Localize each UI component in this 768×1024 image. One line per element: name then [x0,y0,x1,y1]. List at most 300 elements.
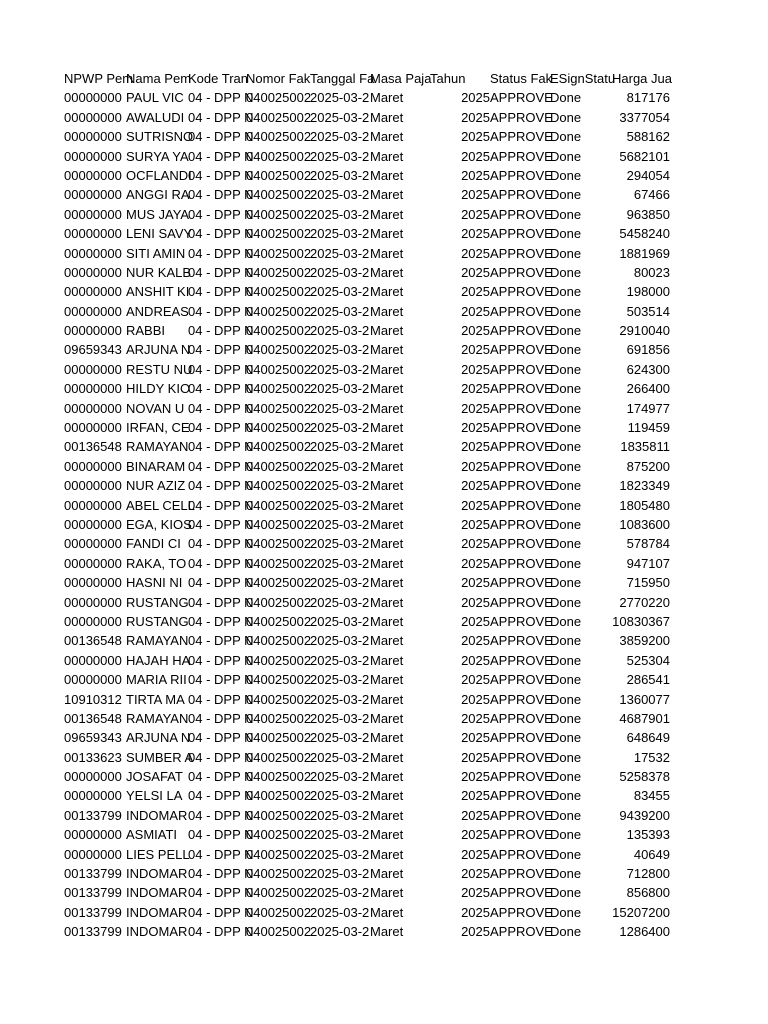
nama-cell: ASMIATI [126,827,178,843]
nomor-faktur-cell: 040025002 [246,904,312,920]
nama-cell: ARJUNA N [126,730,191,746]
kode-transaksi-cell: 04 - DPP N [188,924,254,940]
tahun-cell [430,360,490,379]
masa-pajak-cell: Maret [370,594,404,610]
status-faktur-cell: APPROVE [490,478,553,494]
tahun-cell [430,922,490,941]
status-faktur-cell: APPROVE [490,206,553,222]
esign-status-cell: Done [550,323,582,339]
nomor-faktur-cell: 040025002 [246,749,312,765]
nama-cell: RESTU NU [126,361,193,377]
harga-jual-cell: 174977 [626,400,670,416]
tanggal-faktur-cell: 2025-03-2 [310,730,370,746]
masa-pajak-cell: Maret [370,206,404,222]
tahun-cell [430,224,490,243]
nomor-faktur-cell: 040025002 [246,594,312,610]
harga-jual-cell: 1823349 [619,478,670,494]
esign-status-cell: Done [550,420,582,436]
kode-transaksi-cell: 04 - DPP N [188,730,254,746]
status-faktur-cell: APPROVE [490,924,553,940]
status-faktur-cell: APPROVE [490,226,553,242]
status-faktur-cell: APPROVE [490,361,553,377]
harga-jual-cell: 1835811 [620,439,670,455]
esign-status-cell: Done [550,536,582,552]
tanggal-faktur-cell: 2025-03-2 [310,458,370,474]
tahun-cell [430,864,490,883]
nomor-faktur-cell: 040025002 [246,555,312,571]
tahun-value: 2025 [461,323,490,339]
tanggal-faktur-cell: 2025-03-2 [310,672,370,688]
kode-transaksi-cell: 04 - DPP N [188,827,254,843]
kode-transaksi-cell: 04 - DPP N [188,381,254,397]
npwp-cell: 00000000 [64,284,122,300]
masa-pajak-cell: Maret [370,691,404,707]
tahun-value: 2025 [461,594,490,610]
nama-cell: PAUL VIC [126,90,184,106]
nomor-faktur-cell: 040025002 [246,807,312,823]
nomor-faktur-cell: 040025002 [246,633,312,649]
nama-cell: ARJUNA N [126,342,191,358]
header-cell-masa-pajak: Masa Paja [370,71,432,86]
kode-transaksi-cell: 04 - DPP N [188,400,254,416]
nomor-faktur-cell: 040025002 [246,866,312,882]
esign-status-cell: Done [550,361,582,377]
harga-jual-cell: 266400 [626,381,670,397]
harga-jual-cell: 588162 [626,129,670,145]
kode-transaksi-cell: 04 - DPP N [188,904,254,920]
status-faktur-cell: APPROVE [490,807,553,823]
masa-pajak-cell: Maret [370,109,404,125]
nomor-faktur-cell: 040025002 [246,846,312,862]
masa-pajak-cell: Maret [370,458,404,474]
harga-jual-cell: 83455 [633,788,670,804]
status-faktur-cell: APPROVE [490,710,553,726]
nama-cell: RAMAYAN [126,439,189,455]
status-faktur-cell: APPROVE [490,652,553,668]
nomor-faktur-cell: 040025002 [246,109,312,125]
tahun-value: 2025 [461,284,490,300]
masa-pajak-cell: Maret [370,245,404,261]
masa-pajak-cell: Maret [370,497,404,513]
npwp-cell: 00000000 [64,90,122,106]
tahun-value: 2025 [461,187,490,203]
nama-cell: SURYA YA [126,148,189,164]
esign-status-cell: Done [550,749,582,765]
tahun-cell [430,651,490,670]
tanggal-faktur-cell: 2025-03-2 [310,400,370,416]
tahun-value: 2025 [461,303,490,319]
tanggal-faktur-cell: 2025-03-2 [310,846,370,862]
esign-status-cell: Done [550,652,582,668]
nama-cell: NUR KALB [126,264,192,280]
nama-cell: RAKA, TO [126,555,187,571]
tahun-value: 2025 [461,904,490,920]
masa-pajak-cell: Maret [370,710,404,726]
esign-status-cell: Done [550,672,582,688]
esign-status-cell: Done [550,381,582,397]
nama-cell: MUS JAYA [126,206,190,222]
kode-transaksi-cell: 04 - DPP N [188,807,254,823]
harga-jual-cell: 1805480 [619,497,670,513]
nomor-faktur-cell: 040025002 [246,129,312,145]
tahun-value: 2025 [461,846,490,862]
nama-cell: YELSI LA [126,788,183,804]
tahun-value: 2025 [461,749,490,765]
header-cell-npwp: NPWP Pem [64,71,134,86]
tahun-cell [430,263,490,282]
npwp-cell: 00000000 [64,497,122,513]
esign-status-cell: Done [550,439,582,455]
tahun-cell [430,748,490,767]
masa-pajak-cell: Maret [370,672,404,688]
harga-jual-cell: 712800 [626,866,670,882]
kode-transaksi-cell: 04 - DPP N [188,458,254,474]
tahun-cell [430,631,490,650]
status-faktur-cell: APPROVE [490,342,553,358]
status-faktur-cell: APPROVE [490,109,553,125]
tanggal-faktur-cell: 2025-03-2 [310,652,370,668]
harga-jual-cell: 198000 [626,284,670,300]
masa-pajak-cell: Maret [370,323,404,339]
nomor-faktur-cell: 040025002 [246,303,312,319]
nomor-faktur-cell: 040025002 [246,730,312,746]
tahun-value: 2025 [461,206,490,222]
harga-jual-cell: 40649 [633,846,670,862]
status-faktur-cell: APPROVE [490,516,553,532]
header-cell-harga-jual: Harga Jua [612,71,672,86]
masa-pajak-cell: Maret [370,788,404,804]
tanggal-faktur-cell: 2025-03-2 [310,148,370,164]
nama-cell: LIES PELL [126,846,190,862]
kode-transaksi-cell: 04 - DPP N [188,691,254,707]
nama-cell: RABBI [126,323,166,339]
kode-transaksi-cell: 04 - DPP N [188,245,254,261]
tahun-cell [430,457,490,476]
nama-cell: RUSTANG [126,613,189,629]
npwp-cell: 00000000 [64,400,122,416]
nama-cell: RAMAYAN [126,710,189,726]
npwp-cell: 00000000 [64,827,122,843]
status-faktur-cell: APPROVE [490,594,553,610]
harga-jual-cell: 5458240 [619,226,670,242]
nama-cell: AWALUDI [126,109,185,125]
harga-jual-cell: 947107 [626,555,670,571]
tahun-cell [430,728,490,747]
nomor-faktur-cell: 040025002 [246,710,312,726]
tanggal-faktur-cell: 2025-03-2 [310,866,370,882]
kode-transaksi-cell: 04 - DPP N [188,478,254,494]
tanggal-faktur-cell: 2025-03-2 [310,381,370,397]
masa-pajak-cell: Maret [370,827,404,843]
masa-pajak-cell: Maret [370,885,404,901]
status-faktur-cell: APPROVE [490,381,553,397]
masa-pajak-cell: Maret [370,904,404,920]
esign-status-cell: Done [550,613,582,629]
masa-pajak-cell: Maret [370,730,404,746]
kode-transaksi-cell: 04 - DPP N [188,187,254,203]
npwp-cell: 00000000 [64,478,122,494]
nama-cell: HASNI NI [126,575,183,591]
masa-pajak-cell: Maret [370,303,404,319]
status-faktur-cell: APPROVE [490,827,553,843]
tahun-cell [430,690,490,709]
npwp-cell: 00133799 [64,807,122,823]
npwp-cell: 00000000 [64,323,122,339]
masa-pajak-cell: Maret [370,90,404,106]
kode-transaksi-cell: 04 - DPP N [188,264,254,280]
esign-status-cell: Done [550,594,582,610]
kode-transaksi-cell: 04 - DPP N [188,284,254,300]
tanggal-faktur-cell: 2025-03-2 [310,827,370,843]
header-cell-tahun: Tahun [430,71,466,86]
tanggal-faktur-cell: 2025-03-2 [310,323,370,339]
masa-pajak-cell: Maret [370,652,404,668]
tahun-cell [430,399,490,418]
esign-status-cell: Done [550,807,582,823]
tanggal-faktur-cell: 2025-03-2 [310,206,370,222]
status-faktur-cell: APPROVE [490,575,553,591]
nomor-faktur-cell: 040025002 [246,478,312,494]
nomor-faktur-cell: 040025002 [246,613,312,629]
esign-status-cell: Done [550,516,582,532]
status-faktur-cell: APPROVE [490,167,553,183]
masa-pajak-cell: Maret [370,769,404,785]
nama-cell: ANSHIT KI [126,284,190,300]
tanggal-faktur-cell: 2025-03-2 [310,807,370,823]
kode-transaksi-cell: 04 - DPP N [188,672,254,688]
nama-cell: HILDY KIO [126,381,191,397]
npwp-cell: 00000000 [64,129,122,145]
tahun-cell [430,476,490,495]
tahun-value: 2025 [461,400,490,416]
nama-cell: INDOMAR [126,904,188,920]
masa-pajak-cell: Maret [370,846,404,862]
kode-transaksi-cell: 04 - DPP N [188,536,254,552]
npwp-cell: 00000000 [64,594,122,610]
npwp-cell: 00000000 [64,187,122,203]
tahun-cell [430,825,490,844]
tahun-cell [430,593,490,612]
tahun-value: 2025 [461,361,490,377]
tahun-value: 2025 [461,245,490,261]
tahun-value: 2025 [461,613,490,629]
status-faktur-cell: APPROVE [490,303,553,319]
nomor-faktur-cell: 040025002 [246,420,312,436]
tahun-cell [430,302,490,321]
nama-cell: ANDREAS [126,303,189,319]
tanggal-faktur-cell: 2025-03-2 [310,167,370,183]
npwp-cell: 00000000 [64,264,122,280]
esign-status-cell: Done [550,284,582,300]
nama-cell: OCFLANDI [126,167,192,183]
esign-status-cell: Done [550,206,582,222]
npwp-cell: 00000000 [64,846,122,862]
tahun-cell [430,205,490,224]
nomor-faktur-cell: 040025002 [246,381,312,397]
nama-cell: IRFAN, CE [126,420,190,436]
esign-status-cell: Done [550,187,582,203]
esign-status-cell: Done [550,90,582,106]
nomor-faktur-cell: 040025002 [246,187,312,203]
nomor-faktur-cell: 040025002 [246,672,312,688]
npwp-cell: 00133799 [64,924,122,940]
kode-transaksi-cell: 04 - DPP N [188,613,254,629]
tahun-cell [430,534,490,553]
esign-status-cell: Done [550,924,582,940]
tanggal-faktur-cell: 2025-03-2 [310,633,370,649]
nama-cell: SUTRISNO [126,129,194,145]
nomor-faktur-cell: 040025002 [246,323,312,339]
nama-cell: BINARAM [126,458,186,474]
kode-transaksi-cell: 04 - DPP N [188,420,254,436]
masa-pajak-cell: Maret [370,129,404,145]
tanggal-faktur-cell: 2025-03-2 [310,516,370,532]
tanggal-faktur-cell: 2025-03-2 [310,478,370,494]
esign-status-cell: Done [550,497,582,513]
tahun-value: 2025 [461,672,490,688]
status-faktur-cell: APPROVE [490,148,553,164]
kode-transaksi-cell: 04 - DPP N [188,226,254,242]
npwp-cell: 00000000 [64,536,122,552]
npwp-cell: 00000000 [64,458,122,474]
nomor-faktur-cell: 040025002 [246,284,312,300]
nomor-faktur-cell: 040025002 [246,924,312,940]
status-faktur-cell: APPROVE [490,284,553,300]
tahun-cell [430,437,490,456]
tahun-value: 2025 [461,807,490,823]
harga-jual-cell: 963850 [626,206,670,222]
npwp-cell: 00136548 [64,710,122,726]
masa-pajak-cell: Maret [370,264,404,280]
esign-status-cell: Done [550,167,582,183]
nama-cell: RAMAYAN [126,633,189,649]
masa-pajak-cell: Maret [370,749,404,765]
nama-cell: TIRTA MA [126,691,185,707]
tahun-value: 2025 [461,90,490,106]
tahun-cell [430,709,490,728]
tanggal-faktur-cell: 2025-03-2 [310,303,370,319]
tahun-cell [430,321,490,340]
harga-jual-cell: 648649 [626,730,670,746]
kode-transaksi-cell: 04 - DPP N [188,846,254,862]
tahun-cell [430,185,490,204]
tahun-cell [430,244,490,263]
harga-jual-cell: 2770220 [619,594,670,610]
npwp-cell: 00000000 [64,575,122,591]
kode-transaksi-cell: 04 - DPP N [188,361,254,377]
esign-status-cell: Done [550,148,582,164]
nomor-faktur-cell: 040025002 [246,516,312,532]
kode-transaksi-cell: 04 - DPP N [188,769,254,785]
harga-jual-cell: 5682101 [619,148,670,164]
status-faktur-cell: APPROVE [490,555,553,571]
nama-cell: INDOMAR [126,885,188,901]
esign-status-cell: Done [550,400,582,416]
tanggal-faktur-cell: 2025-03-2 [310,90,370,106]
esign-status-cell: Done [550,710,582,726]
npwp-cell: 10910312 [64,691,122,707]
tahun-cell [430,282,490,301]
tahun-value: 2025 [461,226,490,242]
npwp-cell: 00000000 [64,788,122,804]
esign-status-cell: Done [550,846,582,862]
status-faktur-cell: APPROVE [490,613,553,629]
tahun-value: 2025 [461,827,490,843]
tanggal-faktur-cell: 2025-03-2 [310,536,370,552]
harga-jual-cell: 525304 [626,652,670,668]
tanggal-faktur-cell: 2025-03-2 [310,129,370,145]
npwp-cell: 00000000 [64,206,122,222]
tahun-value: 2025 [461,148,490,164]
tanggal-faktur-cell: 2025-03-2 [310,439,370,455]
esign-status-cell: Done [550,478,582,494]
status-faktur-cell: APPROVE [490,846,553,862]
tanggal-faktur-cell: 2025-03-2 [310,904,370,920]
harga-jual-cell: 294054 [626,167,670,183]
tahun-value: 2025 [461,381,490,397]
masa-pajak-cell: Maret [370,866,404,882]
nomor-faktur-cell: 040025002 [246,226,312,242]
tanggal-faktur-cell: 2025-03-2 [310,361,370,377]
header-cell-tanggal-faktur: Tanggal Fa [310,71,375,86]
nama-cell: EGA, KIOS [126,516,192,532]
header-cell-esign-status: ESignStatu [550,71,616,86]
nomor-faktur-cell: 040025002 [246,788,312,804]
npwp-cell: 00000000 [64,303,122,319]
masa-pajak-cell: Maret [370,187,404,203]
masa-pajak-cell: Maret [370,807,404,823]
tanggal-faktur-cell: 2025-03-2 [310,109,370,125]
status-faktur-cell: APPROVE [490,788,553,804]
esign-status-cell: Done [550,885,582,901]
nomor-faktur-cell: 040025002 [246,769,312,785]
harga-jual-cell: 875200 [626,458,670,474]
kode-transaksi-cell: 04 - DPP N [188,788,254,804]
tahun-value: 2025 [461,478,490,494]
masa-pajak-cell: Maret [370,555,404,571]
masa-pajak-cell: Maret [370,381,404,397]
masa-pajak-cell: Maret [370,420,404,436]
tahun-cell [430,127,490,146]
npwp-cell: 00000000 [64,245,122,261]
status-faktur-cell: APPROVE [490,90,553,106]
nomor-faktur-cell: 040025002 [246,652,312,668]
npwp-cell: 00000000 [64,516,122,532]
tanggal-faktur-cell: 2025-03-2 [310,497,370,513]
tahun-value: 2025 [461,458,490,474]
kode-transaksi-cell: 04 - DPP N [188,575,254,591]
harga-jual-cell: 715950 [626,575,670,591]
nomor-faktur-cell: 040025002 [246,264,312,280]
tanggal-faktur-cell: 2025-03-2 [310,226,370,242]
harga-jual-cell: 80023 [633,264,670,280]
nama-cell: ABEL CELL [126,497,195,513]
npwp-cell: 00133799 [64,904,122,920]
tahun-cell [430,903,490,922]
kode-transaksi-cell: 04 - DPP N [188,710,254,726]
esign-status-cell: Done [550,633,582,649]
harga-jual-cell: 1286400 [619,924,670,940]
tahun-cell [430,767,490,786]
esign-status-cell: Done [550,264,582,280]
nomor-faktur-cell: 040025002 [246,361,312,377]
esign-status-cell: Done [550,866,582,882]
status-faktur-cell: APPROVE [490,400,553,416]
status-faktur-cell: APPROVE [490,497,553,513]
masa-pajak-cell: Maret [370,342,404,358]
tahun-value: 2025 [461,866,490,882]
status-faktur-cell: APPROVE [490,866,553,882]
